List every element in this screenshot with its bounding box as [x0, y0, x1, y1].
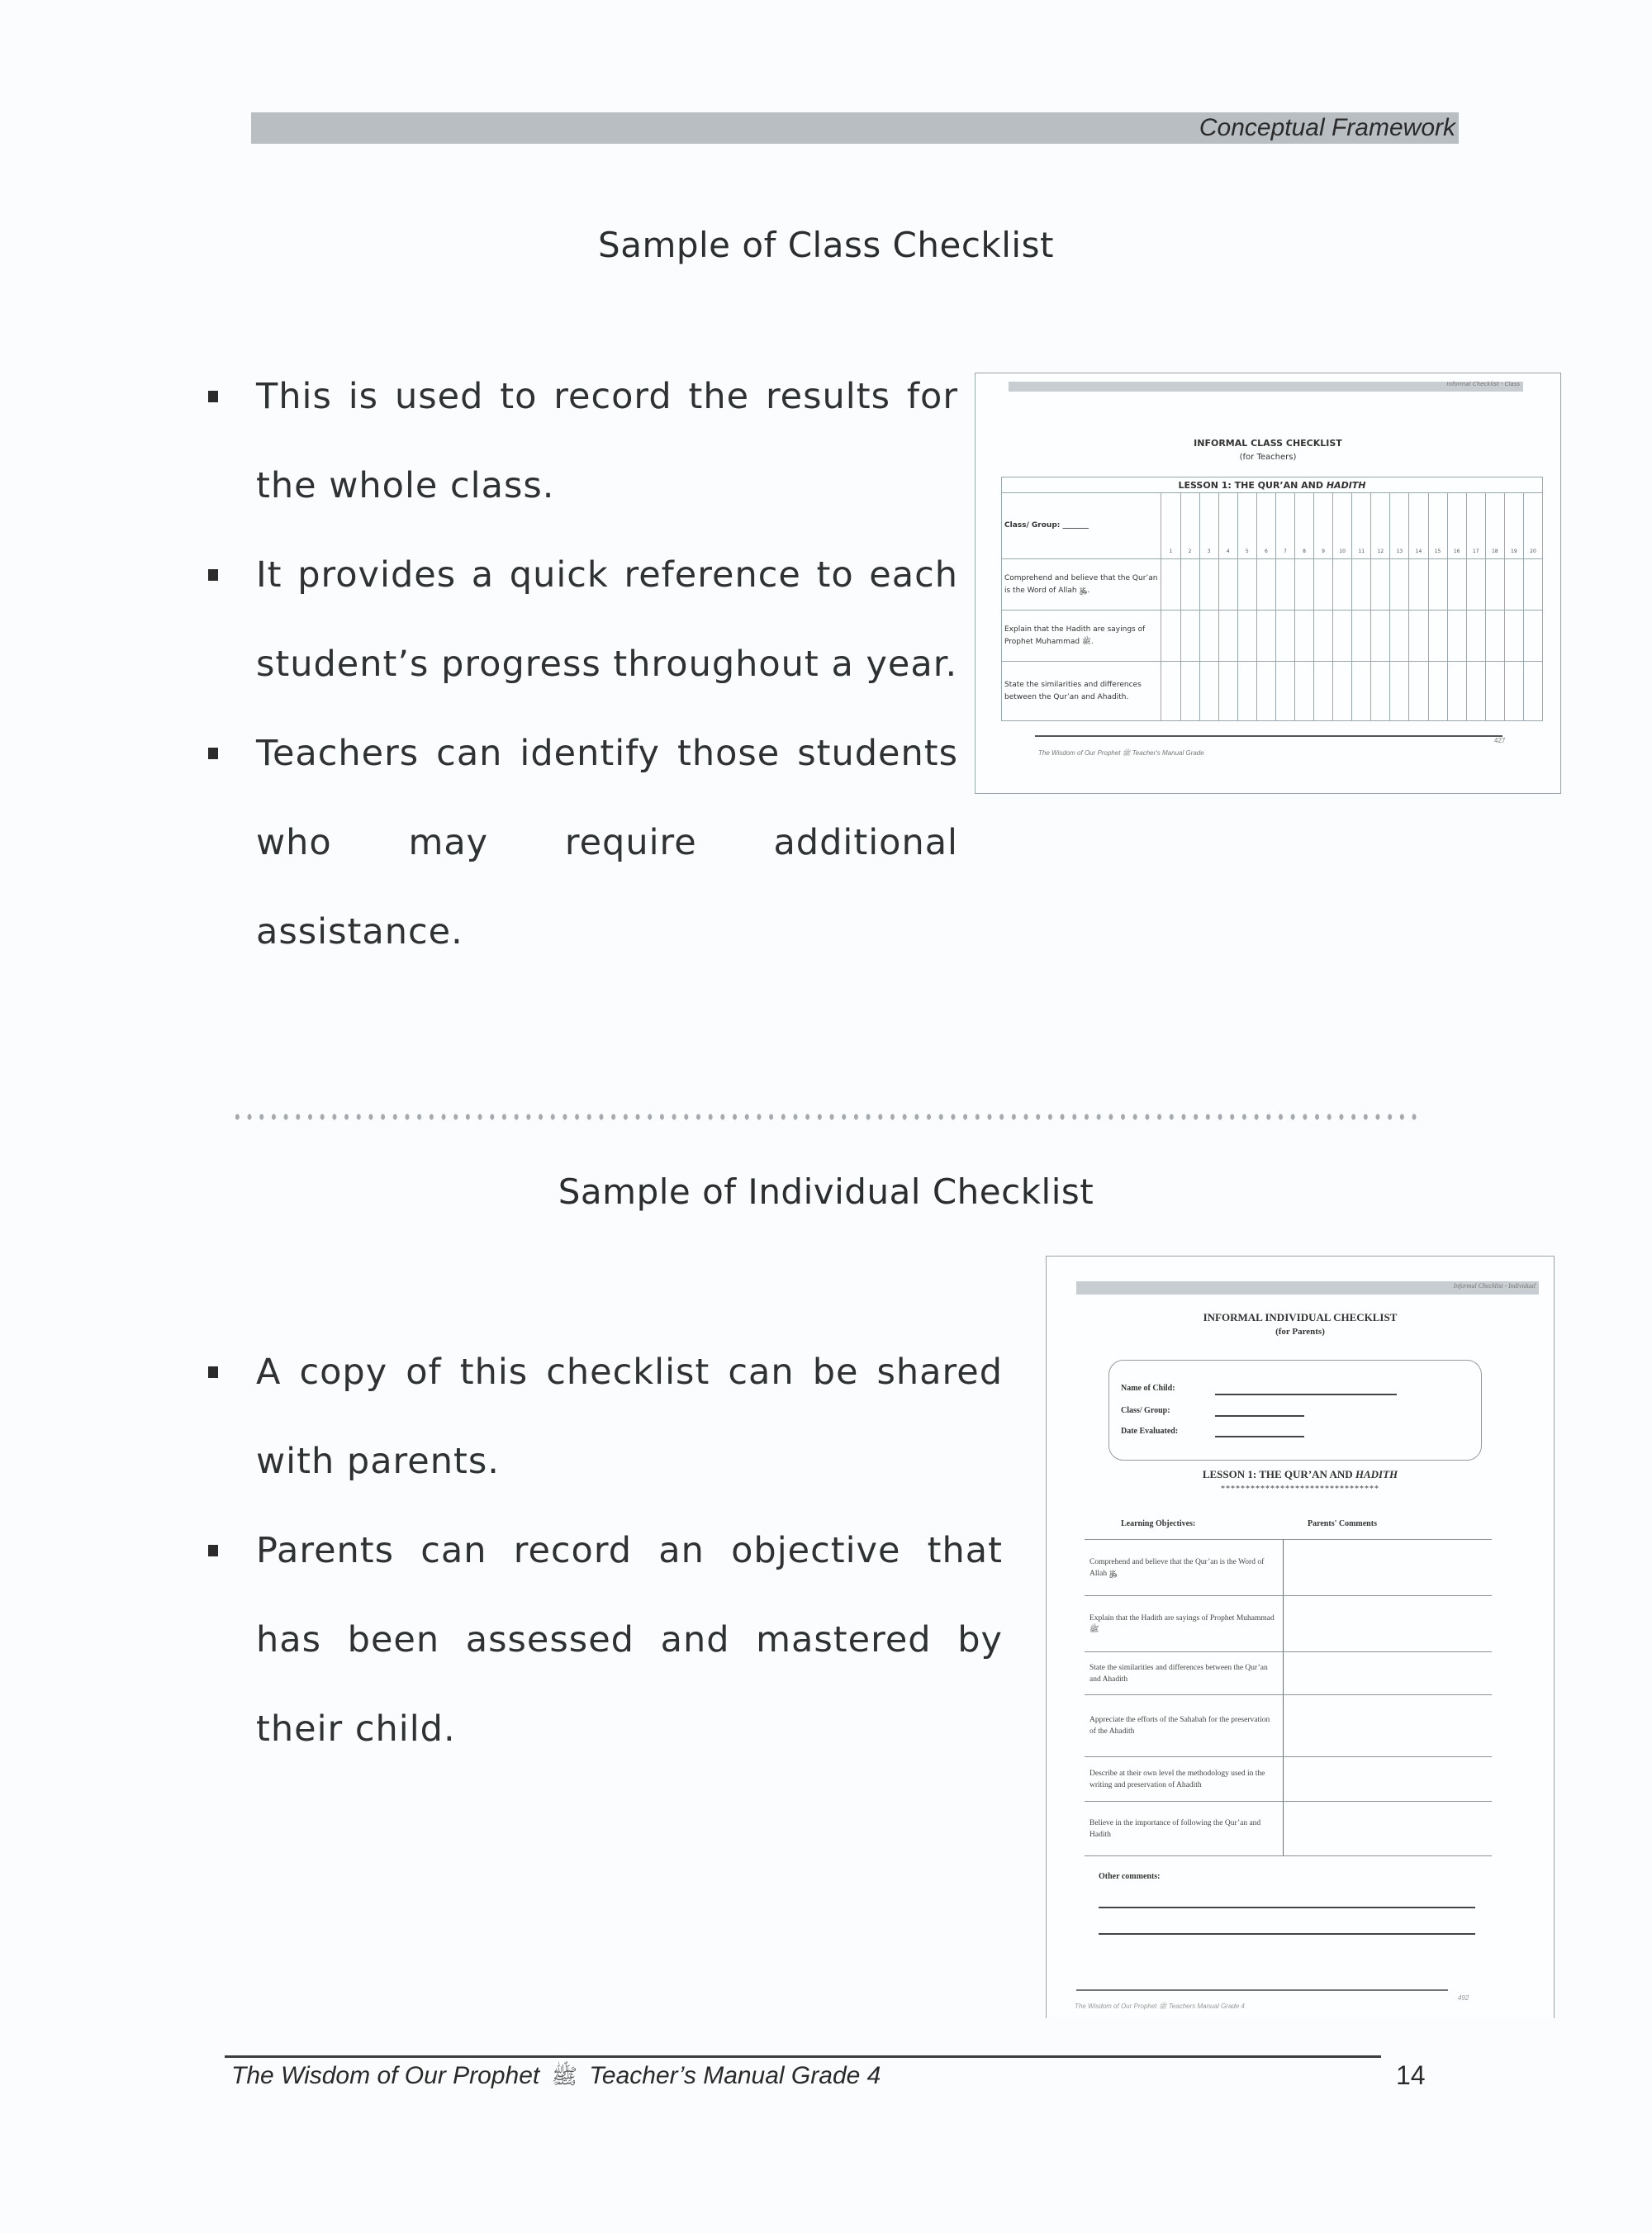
check-cell	[1390, 662, 1409, 721]
check-cell	[1199, 662, 1218, 721]
check-cell	[1447, 559, 1466, 611]
check-cell	[1428, 559, 1447, 611]
objective-cell: State the similarities and differences between the Qur’an and Ahadith	[1085, 1652, 1284, 1695]
check-cell	[1447, 611, 1466, 662]
check-cell	[1504, 662, 1523, 721]
check-cell	[1485, 662, 1504, 721]
comment-cell	[1284, 1540, 1493, 1596]
check-cell	[1333, 662, 1352, 721]
student-column-header: 18	[1485, 493, 1504, 559]
footer-rule	[225, 2055, 1381, 2058]
check-cell	[1161, 559, 1180, 611]
individual-checklist-bullets	[208, 1328, 1003, 1774]
objective-cell: Comprehend and believe that the Qur’an is the Word of Allah ﷿	[1085, 1540, 1284, 1596]
thumbnail-footer: The Wisdom of Our Prophet ﷺ Teachers Manual Grade 4	[1075, 2003, 1245, 2010]
check-cell	[1218, 662, 1237, 721]
thumbnail-page-number: 427	[1494, 737, 1506, 744]
check-cell	[1390, 611, 1409, 662]
check-cell	[1218, 611, 1237, 662]
thumbnail-subtitle: (for Teachers)	[1239, 453, 1297, 462]
lesson-header: LESSON 1: THE QUR’AN AND HADITH	[1202, 1468, 1398, 1480]
check-cell	[1485, 559, 1504, 611]
student-column-header: 6	[1256, 493, 1275, 559]
check-cell	[1390, 559, 1409, 611]
individual-checklist-table	[1085, 1539, 1492, 1856]
objective-cell: Believe in the importance of following the Qur’an and Hadith	[1085, 1802, 1284, 1856]
objective-cell: Comprehend and believe that the Qur’an is the Word of Allah ﷿.	[1002, 559, 1161, 611]
peace-be-upon-him-seal-icon: ﷺ	[551, 2064, 577, 2088]
section-header-title: Conceptual Framework	[1199, 114, 1455, 141]
check-cell	[1218, 559, 1237, 611]
class-checklist-table	[1001, 477, 1543, 721]
child-info-box: Name of Child: Class/ Group: Date Evaluated:	[1108, 1360, 1482, 1461]
student-column-header: 2	[1180, 493, 1199, 559]
check-cell	[1256, 559, 1275, 611]
objective-cell: State the similarities and differences between the Qur’an and Ahadith.	[1002, 662, 1161, 721]
check-cell	[1256, 662, 1275, 721]
check-cell	[1314, 662, 1333, 721]
student-column-header: 13	[1390, 493, 1409, 559]
check-cell	[1161, 611, 1180, 662]
page-number: 14	[1396, 2060, 1426, 2090]
check-cell	[1409, 611, 1428, 662]
thumbnail-footer-rule	[1076, 1989, 1448, 1991]
bullet-item: It provides a quick reference to each student’s progress throughout a year.	[208, 530, 958, 709]
check-cell	[1523, 559, 1542, 611]
student-column-header: 12	[1371, 493, 1390, 559]
check-cell	[1523, 662, 1542, 721]
thumbnail-page-number: 492	[1458, 1994, 1469, 2002]
square-bullet-icon	[208, 1366, 218, 1378]
stars-divider: ********************************	[1221, 1485, 1379, 1494]
check-cell	[1275, 611, 1294, 662]
check-cell	[1294, 611, 1313, 662]
student-column-header: 19	[1504, 493, 1523, 559]
bullet-item: This is used to record the results for the whole class.	[208, 352, 958, 530]
student-column-header: 11	[1352, 493, 1371, 559]
check-cell	[1371, 662, 1390, 721]
check-cell	[1180, 662, 1199, 721]
square-bullet-icon	[208, 748, 218, 759]
check-cell	[1237, 559, 1256, 611]
student-column-header: 5	[1237, 493, 1256, 559]
thumbnail-header-bar: Informal Checklist - Individual	[1076, 1281, 1539, 1295]
thumbnail-header-bar: Informal Checklist - Class	[1009, 382, 1523, 392]
student-column-header: 17	[1466, 493, 1485, 559]
check-cell	[1466, 662, 1485, 721]
comment-cell	[1284, 1596, 1493, 1652]
square-bullet-icon	[208, 391, 218, 402]
comment-line	[1099, 1907, 1475, 1908]
individual-checklist-thumbnail	[1046, 1256, 1555, 2018]
check-cell	[1371, 611, 1390, 662]
check-cell	[1333, 559, 1352, 611]
student-column-header: 15	[1428, 493, 1447, 559]
check-cell	[1314, 559, 1333, 611]
check-cell	[1352, 662, 1371, 721]
footer-book-title: The Wisdom of Our Prophet ﷺ Teacher’s Manual Grade 4	[231, 2062, 881, 2089]
check-cell	[1352, 611, 1371, 662]
objective-cell: Describe at their own level the methodology used in the writing and preservation of Ahadith	[1085, 1757, 1284, 1802]
check-cell	[1485, 611, 1504, 662]
student-column-header: 14	[1409, 493, 1428, 559]
bullet-item: A copy of this checklist can be shared with parents.	[208, 1328, 1003, 1506]
thumbnail-title: INFORMAL INDIVIDUAL CHECKLIST	[1203, 1311, 1398, 1323]
individual-checklist-heading: Sample of Individual Checklist	[558, 1171, 1094, 1212]
check-cell	[1523, 611, 1542, 662]
check-cell	[1466, 559, 1485, 611]
student-column-header: 16	[1447, 493, 1466, 559]
check-cell	[1199, 611, 1218, 662]
thumbnail-title: INFORMAL CLASS CHECKLIST	[1194, 438, 1342, 449]
comment-cell	[1284, 1695, 1493, 1757]
student-column-header: 7	[1275, 493, 1294, 559]
student-column-header: 8	[1294, 493, 1313, 559]
check-cell	[1294, 662, 1313, 721]
comment-cell	[1284, 1652, 1493, 1695]
student-column-header: 10	[1333, 493, 1352, 559]
thumbnail-subtitle: (for Parents)	[1275, 1327, 1325, 1337]
check-cell	[1447, 662, 1466, 721]
bullet-item: Parents can record an objective that has been assessed and mastered by their child.	[208, 1506, 1003, 1774]
comment-cell	[1284, 1802, 1493, 1856]
thumbnail-footer-rule	[1035, 735, 1502, 737]
check-cell	[1180, 611, 1199, 662]
check-cell	[1333, 611, 1352, 662]
lesson-header: LESSON 1: THE QUR’AN AND HADITH	[1002, 477, 1543, 493]
dotted-separator	[231, 1111, 1421, 1123]
header-bar	[251, 112, 1459, 144]
objective-cell: Explain that the Hadith are sayings of Prophet Muhammad ﷺ	[1085, 1596, 1284, 1652]
other-comments-label: Other comments:	[1099, 1872, 1161, 1881]
square-bullet-icon	[208, 569, 218, 581]
bullet-item: Teachers can identify those students who may require additional assistance.	[208, 709, 958, 976]
check-cell	[1409, 559, 1428, 611]
check-cell	[1314, 611, 1333, 662]
square-bullet-icon	[208, 1545, 218, 1556]
check-cell	[1237, 611, 1256, 662]
check-cell	[1237, 662, 1256, 721]
objective-cell: Appreciate the efforts of the Sahabah for the preservation of the Ahadith	[1085, 1695, 1284, 1757]
check-cell	[1180, 559, 1199, 611]
objective-cell: Explain that the Hadith are sayings of Prophet Muhammad ﷺ.	[1002, 611, 1161, 662]
col-objectives: Learning Objectives:	[1121, 1519, 1196, 1528]
thumbnail-footer: The Wisdom of Our Prophet ﷺ Teacher's Manual Grade	[1038, 749, 1204, 757]
student-column-header: 4	[1218, 493, 1237, 559]
class-checklist-heading: Sample of Class Checklist	[598, 225, 1054, 265]
student-column-header: 20	[1523, 493, 1542, 559]
check-cell	[1428, 662, 1447, 721]
check-cell	[1294, 559, 1313, 611]
student-column-header: 3	[1199, 493, 1218, 559]
check-cell	[1371, 559, 1390, 611]
check-cell	[1275, 662, 1294, 721]
check-cell	[1428, 611, 1447, 662]
col-comments: Parents' Comments	[1308, 1519, 1377, 1528]
comment-cell	[1284, 1757, 1493, 1802]
check-cell	[1199, 559, 1218, 611]
check-cell	[1504, 559, 1523, 611]
check-cell	[1161, 662, 1180, 721]
check-cell	[1504, 611, 1523, 662]
check-cell	[1352, 559, 1371, 611]
check-cell	[1409, 662, 1428, 721]
class-group-label: Class/ Group: _______	[1002, 493, 1161, 559]
check-cell	[1256, 611, 1275, 662]
check-cell	[1275, 559, 1294, 611]
student-column-header: 1	[1161, 493, 1180, 559]
class-checklist-thumbnail	[975, 373, 1561, 794]
check-cell	[1466, 611, 1485, 662]
class-checklist-bullets	[208, 352, 958, 976]
student-column-header: 9	[1314, 493, 1333, 559]
comment-line	[1099, 1933, 1475, 1935]
